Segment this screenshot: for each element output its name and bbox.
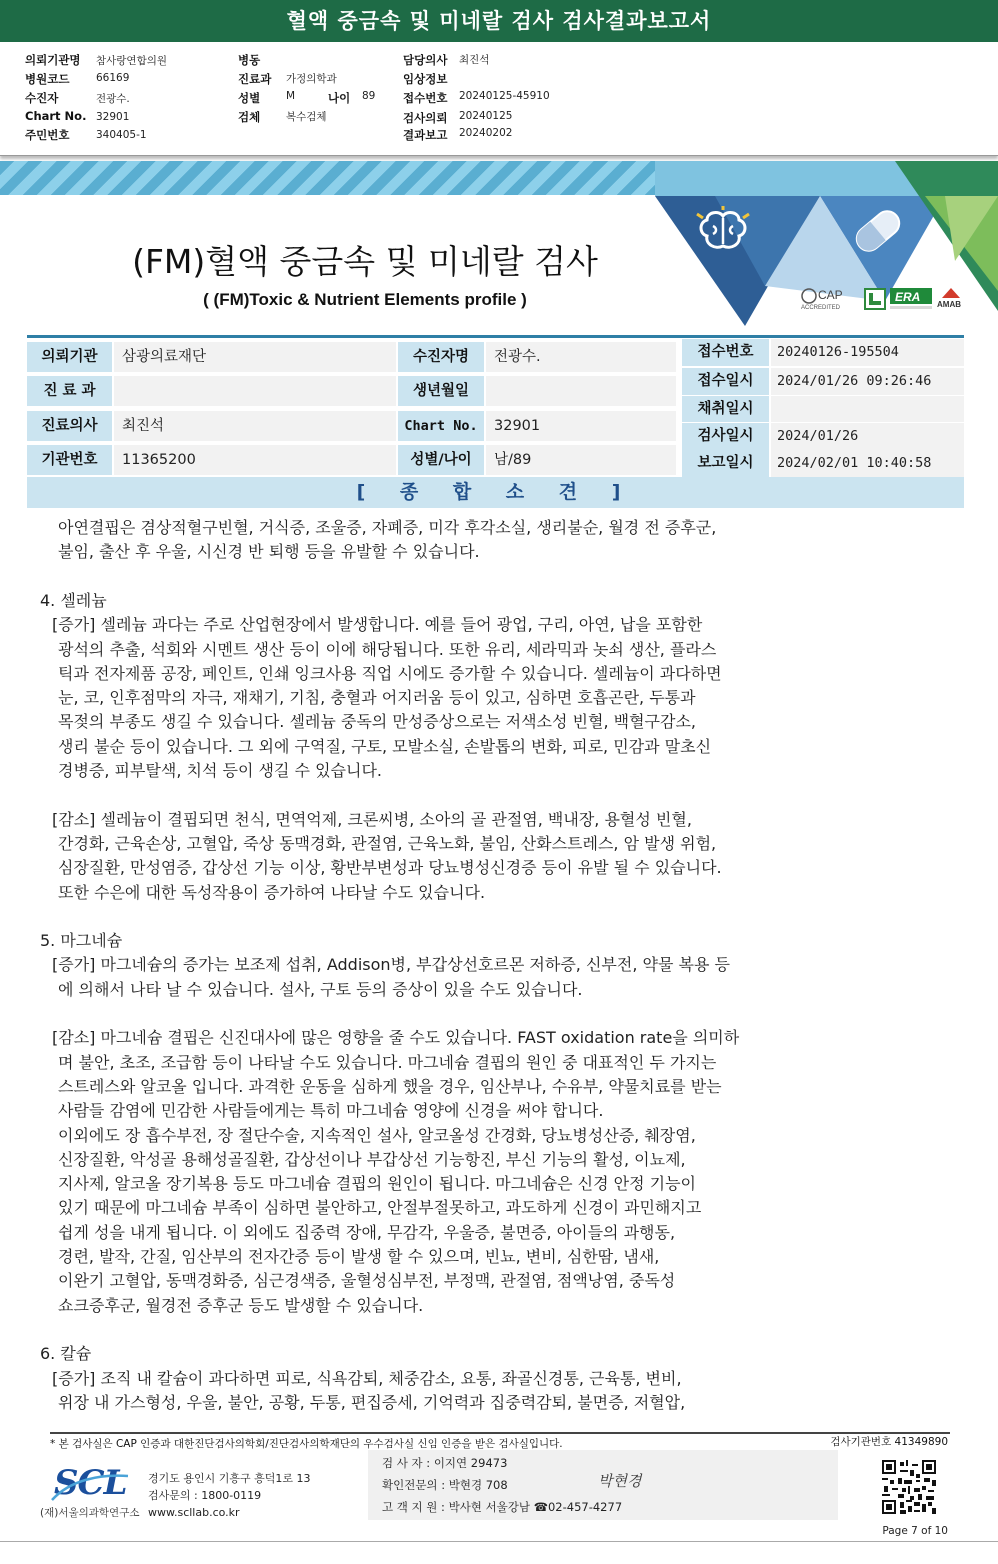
- summary-header: [ 종 합 소 견 ]: [27, 477, 964, 508]
- text-line: 며 불안, 초조, 조급함 등이 나타날 수도 있습니다. 마그네슘 결핍의 원인 중 대표적인 두 가지는: [58, 1052, 717, 1072]
- cell-label: 접수일시: [682, 368, 769, 395]
- text-line: [증가] 셀레늄 과다는 주로 산업현장에서 발생합니다. 예를 들어 광업, 구리, 아연, 납을 포함한: [52, 615, 703, 635]
- cell-value: 전광수.: [486, 342, 676, 372]
- confirming-doctor: 확인전문의 : 박현경 708: [382, 1478, 508, 1492]
- text-line: 눈, 코, 인후점막의 자극, 재채기, 기침, 충혈과 어지러움 등이 있고, 심하면 호흡곤란, 두통과: [58, 688, 696, 708]
- text-line: 아연결핍은 겸상적혈구빈혈, 거식증, 조울증, 자폐증, 미각 후각소실, 생리불순, 월경 전 증후군,: [58, 518, 717, 537]
- label: 병원코드: [25, 72, 70, 86]
- value: 66169: [96, 72, 130, 84]
- scl-logo: SCL: [54, 1463, 127, 1503]
- value: 20240202: [459, 127, 513, 139]
- label: Chart No.: [25, 109, 87, 123]
- cell-label: 수진자명: [398, 342, 484, 372]
- text-line: 4. 셀레늄: [40, 590, 107, 610]
- value: 가정의학과: [286, 73, 337, 85]
- text-line: 스트레스와 알코올 입니다. 과격한 운동을 심하게 했을 경우, 임산부나, 수유부, 약물치료를 받는: [58, 1076, 722, 1096]
- cell-value: 2024/01/26 09:26:46: [771, 368, 964, 395]
- text-line: 이완기 고혈압, 동맥경화증, 심근경색증, 울혈성심부전, 부정맥, 관절염, 점액낭염, 중독성: [58, 1271, 676, 1291]
- text-line: 에 의해서 나타 날 수 있습니다. 설사, 구토 등의 증상이 있을 수도 있습니다.: [58, 979, 583, 999]
- text-line: 생리 불순 등이 있습니다. 그 외에 구역질, 구토, 모발소실, 손발톱의 변화, 피로, 민감과 말초신: [58, 736, 712, 756]
- text-line: 또한 수은에 대한 독성작용이 증가하여 나타날 수도 있습니다.: [58, 882, 486, 902]
- label: 진료과: [238, 72, 272, 86]
- cell-label: 진료의사: [27, 411, 112, 441]
- text-line: 있기 때문에 마그네슘 부족이 심하면 불안하고, 안절부절못하고, 과도하게 신경이 과민해지고: [58, 1198, 702, 1218]
- signature: 박현경: [598, 1472, 642, 1490]
- text-line: 틱과 전자제품 공장, 페인트, 인쇄 잉크사용 직업 시에도 증가할 수 있습니다. 셀레늄이 과다하면: [58, 663, 722, 683]
- cell-value: 삼광의료재단: [114, 342, 396, 372]
- cell-label: 접수번호: [682, 339, 769, 366]
- scl-name: (재)서울의과학연구소: [40, 1507, 140, 1519]
- text-line: 6. 칼슘: [40, 1344, 92, 1364]
- cell-label: 채취일시: [682, 396, 769, 422]
- cell-label: 검사일시: [682, 423, 769, 450]
- summary-text: [0, 512, 998, 1422]
- label: 주민번호: [25, 128, 70, 142]
- label: 결과보고: [403, 128, 448, 142]
- text-line: 불임, 출산 후 우울, 시신경 반 퇴행 등을 유발할 수 있습니다.: [58, 542, 480, 562]
- cap-logo: [800, 285, 858, 311]
- patient-info-table: [27, 335, 964, 474]
- accreditation-note: * 본 검사실은 CAP 인증과 대한진단검사의학회/진단검사의학재단의 우수검사실 신임 인증을 받은 검사실입니다.: [50, 1432, 950, 1451]
- cell-value: 2024/01/26: [771, 423, 964, 450]
- text-line: [감소] 셀레늄이 결핍되면 천식, 면역억제, 크론씨병, 소아의 골 관절염, 백내장, 용혈성 빈혈,: [52, 809, 692, 829]
- report-subtitle: ( (FM)Toxic & Nutrient Elements profile ): [203, 290, 527, 309]
- label: 나이: [328, 91, 351, 105]
- cell-value: 32901: [486, 411, 676, 441]
- amab-logo: [936, 286, 966, 310]
- address-line: 경기도 용인시 기흥구 흥덕1로 13: [148, 1472, 311, 1485]
- cell-label: 기관번호: [27, 445, 112, 475]
- seal-logo: [863, 287, 887, 311]
- text-line: 신장질환, 악성골 용해성골질환, 갑상선이나 부갑상선 기능항진, 부신 기능의 활성, 이뇨제,: [58, 1149, 686, 1169]
- text-line: 경련, 발작, 간질, 임산부의 전자간증 등이 발생 할 수 있으며, 빈뇨, 변비, 심한땀, 냄새,: [58, 1247, 660, 1266]
- text-line: [증가] 마그네슘의 증가는 보조제 섭취, Addison병, 부갑상선호르몬 저하증, 신부전, 약물 복용 등: [52, 955, 730, 975]
- value: 340405-1: [96, 129, 147, 141]
- svg-text:ACCREDITED: ACCREDITED: [801, 305, 841, 311]
- text-line: [증가] 조직 내 칼슘이 과다하면 피로, 식욕감퇴, 체중감소, 요통, 좌골신경통, 근육통, 변비,: [52, 1368, 682, 1388]
- org-number: 검사기관번호 41349890: [830, 1436, 948, 1448]
- lab-address: [148, 1470, 311, 1521]
- report-header-info: [0, 44, 998, 156]
- value: M: [286, 90, 296, 102]
- cell-value: 최진석: [114, 411, 396, 441]
- label: 병동: [238, 53, 261, 67]
- cell-value: 20240126-195504: [771, 339, 964, 366]
- divider: [0, 1541, 998, 1542]
- label: 검체: [238, 110, 261, 124]
- era-logo: [890, 288, 932, 310]
- value: 20240125: [459, 110, 513, 122]
- phone-line: 검사문의 : 1800-0119: [148, 1489, 262, 1502]
- report-title: (FM)혈액 중금속 및 미네랄 검사: [132, 242, 598, 281]
- examiner: 검 사 자 : 이지연 29473: [382, 1456, 508, 1470]
- report-banner: 혈액 중금속 및 미네랄 검사 검사결과보고서: [0, 0, 998, 42]
- label: 임상정보: [403, 72, 448, 86]
- cell-label: 생년월일: [398, 376, 484, 406]
- svg-text:ERA: ERA: [895, 290, 921, 304]
- value: 참사랑연합의원: [96, 55, 168, 67]
- qr-code-icon: [880, 1458, 938, 1516]
- label: 수진자: [25, 91, 59, 105]
- cell-value: 2024/02/01 10:40:58: [771, 450, 964, 477]
- cell-label: 보고일시: [682, 450, 769, 477]
- cell-value: [771, 396, 964, 422]
- label: 성별: [238, 91, 261, 105]
- cell-label: 진 료 과: [27, 376, 112, 406]
- label: 접수번호: [403, 91, 448, 105]
- cell-value: 남/89: [486, 445, 676, 475]
- text-line: 위장 내 가스형성, 우울, 불안, 공황, 두통, 편집증세, 기억력과 집중력감퇴, 불면증, 저혈압,: [58, 1392, 686, 1412]
- cell-value: [486, 376, 676, 406]
- text-line: 광석의 추출, 석회와 시멘트 생산 등이 이에 해당됩니다. 또한 유리, 세라믹과 놋쇠 생산, 플라스: [58, 639, 717, 659]
- label: 담당의사: [403, 53, 448, 67]
- text-line: 이외에도 장 흡수부전, 장 절단수술, 지속적인 설사, 알코올성 간경화, 당뇨병성산증, 췌장염,: [58, 1125, 696, 1145]
- text-line: [감소] 마그네슘 결핍은 신진대사에 많은 영향을 줄 수도 있습니다. FAST oxidation rate을 의미하: [52, 1028, 740, 1048]
- cell-label: 의뢰기관: [27, 342, 112, 372]
- cell-label: 성별/나이: [398, 445, 484, 475]
- text-line: 사람들 감염에 민감한 사람들에게는 특히 마그네슘 영양에 신경을 써야 합니다.: [58, 1101, 604, 1121]
- cell-value: 11365200: [114, 445, 396, 475]
- cell-label: Chart No.: [398, 411, 484, 441]
- svg-text:AMAB: AMAB: [937, 300, 961, 309]
- value: 20240125-45910: [459, 90, 550, 102]
- svg-text:CAP: CAP: [818, 288, 843, 302]
- text-line: 간경화, 근육손상, 고혈압, 죽상 동맥경화, 관절염, 근육노화, 불임, 산화스트레스, 암 발생 위험,: [58, 833, 717, 853]
- cell-value: [114, 376, 396, 406]
- text-line: 쉽게 성을 내게 됩니다. 이 외에도 집중력 장애, 무감각, 우울증, 불면증, 아이들의 과행동,: [58, 1222, 676, 1242]
- text-line: 지사제, 알코올 장기복용 등도 마그네슘 결핍의 원인이 됩니다. 마그네슘은 신경 안정 기능이: [58, 1174, 696, 1194]
- text-line: 경병증, 피부탈색, 치석 등이 생길 수 있습니다.: [58, 761, 382, 780]
- text-line: 5. 마그네슘: [40, 931, 123, 951]
- value: 최진석: [459, 54, 490, 66]
- text-line: 쇼크증후군, 월경전 증후군 등도 발생할 수 있습니다.: [58, 1295, 424, 1315]
- customer-support: 고 객 지 원 : 박사현 서울강남 ☎02-457-4277: [382, 1500, 623, 1514]
- staff-box: [368, 1450, 838, 1520]
- pill-icon: [848, 206, 908, 256]
- value: 89: [362, 90, 376, 102]
- page-number: Page 7 of 10: [882, 1525, 948, 1537]
- value: 전광수.: [96, 93, 130, 105]
- value: 32901: [96, 111, 130, 123]
- label: 검사의뢰: [403, 111, 448, 125]
- label: 의뢰기관명: [25, 53, 81, 67]
- website-link[interactable]: www.scllab.co.kr: [148, 1506, 240, 1519]
- value: 복수검체: [286, 111, 327, 123]
- text-line: 심장질환, 만성염증, 갑상선 기능 이상, 황반부변성과 당뇨병성신경증 등이 유발 될 수 있습니다.: [58, 858, 722, 878]
- text-line: 목젖의 부종도 생길 수 있습니다. 셀레늄 중독의 만성증상으로는 저색소성 빈혈, 백혈구감소,: [58, 712, 696, 732]
- scl-logo-swoosh: [50, 1470, 130, 1506]
